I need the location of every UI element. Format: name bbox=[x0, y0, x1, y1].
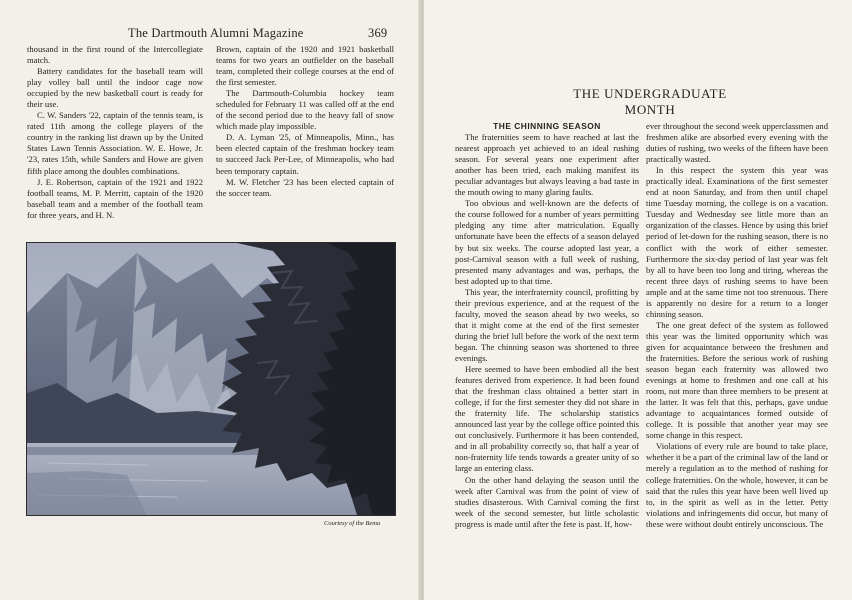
paragraph: Battery candidates for the baseball team will play volley ball until the indoor cage now occupied by the new basketball court is ready for their use. bbox=[27, 66, 203, 110]
photo-credit: Courtesy of the Bema bbox=[324, 520, 381, 527]
right-column-1 bbox=[455, 121, 639, 530]
left-column-1 bbox=[27, 44, 203, 221]
paragraph: The one great defect of the system as followed this year was the limited opportunity which was given for acquaintance between the freshmen and the fraternities. Before the serious work of rushing season began each fraternity was allowed two evenings at home to freshmen and one call at his room, not more than three members to be present at the latter. It was felt that this, perhaps, gave undue advantage to acquaintances formed outside of college. It is possible that another year may see some change in this respect. bbox=[646, 319, 828, 441]
left-page bbox=[0, 0, 420, 600]
paragraph: M. W. Fletcher '23 has been elected captain of the soccer team. bbox=[216, 176, 394, 198]
left-column-2 bbox=[216, 44, 394, 199]
right-page bbox=[424, 0, 852, 600]
paragraph: Too obvious and well-known are the defects of the course followed for a number of years permitting pledging any time after matriculation. Equally unfortunate have been the effects of a season delayed by but six weeks. The course adopted last year, a post-Carnival season with a full week of rushing, presented many advantages and was, perhaps, the best adopted up to that time. bbox=[455, 198, 639, 286]
paragraph: The fraternities seem to have reached at last the nearest approach yet achieved to an ideal rushing season. For several years one experiment after another has been tried, each making manifest its peculiar advantages but always leaving a bad taste in the mouth owing to many glaring faults. bbox=[455, 132, 639, 198]
paragraph: ever throughout the second week upperclassmen and freshmen alike are absorbed every evening with the duties of rushing, two weeks of the fifteen have been practically wasted. bbox=[646, 121, 828, 165]
paragraph: Violations of every rule are bound to take place, whether it be a part of the criminal law of the land or merely a regulation as to the method of rushing for college fraternities. On the whole, however, it can be said that the rules this year have been well lived up to, in the spirit as well as in the letter. Petty violations and infringements did occur, but many of these were without doubt entirely unconscious. The bbox=[646, 441, 828, 529]
mountain-lake-photo bbox=[26, 242, 396, 516]
right-column-2 bbox=[646, 121, 828, 530]
paragraph: Brown, captain of the 1920 and 1921 basketball teams for two years an outfielder on the baseball team, completed their college courses at the end of the first semester. bbox=[216, 44, 394, 88]
paragraph: C. W. Sanders '22, captain of the tennis team, is rated 11th among the college players of the country in the ranking list drawn up by the United States Lawn Tennis Association. W. E. Howe, Jr. '23, rates 15th, while Sanders and Howe are given fifth place among the doubles combinations. bbox=[27, 110, 203, 176]
running-title: The Dartmouth Alumni Magazine bbox=[128, 26, 304, 40]
paragraph: Here seemed to have been embodied all the best features derived from experience. It had been found that the freshman class obtained a better start in college, if for the first semester they did not share in the fraternity life. The scholarship statistics announced last year by the college office pointed this out conclusively. Furthermore it has been contended, and in all probability correctly so, that half a year of non-fraternity life tends towards a greater unity of so large an entering class. bbox=[455, 364, 639, 474]
paragraph: thousand in the first round of the Intercollegiate match. bbox=[27, 44, 203, 66]
article-subheading: THE CHINNING SEASON bbox=[493, 121, 601, 131]
section-title: THE UNDERGRADUATE MONTH bbox=[573, 86, 727, 117]
page-number: 369 bbox=[368, 26, 388, 40]
paragraph: D. A. Lyman '25, of Minneapolis, Minn., has been elected captain of the freshman hockey team to succeed Jack Per-Lee, of Minneapolis, who had been temporary captain. bbox=[216, 132, 394, 176]
paragraph: This year, the interfraternity council, profitting by their previous experience, and at the request of the faculty, moved the season ahead by two weeks, so that it might come at the end of the first semester during the brief lull before the work of the next term began. The chinning season was shortened to three evenings. bbox=[455, 286, 639, 363]
paragraph: J. E. Robertson, captain of the 1921 and 1922 football teams, M. P. Merritt, captain of the 1920 baseball team and a member of the football team for three years, and H. N. bbox=[27, 176, 203, 220]
paragraph: In this respect the system this year was practically ideal. Examinations of the first semester end at noon Saturday, and from then until chapel time Tuesday morning, the college is on a vacation. Tuesday and Wednesday see little more than an organization of the classes. Hence by using this brief period of let-down for the rushing season, there is no conflict with the work of either semester. Furthermore the six-day period of last year was felt by all to have been too long and tiring, whereas the recent three days of rushing seems to have been ample and at the same time not too strenuous. There is apparently no desire for a return to a longer chinning season. bbox=[646, 165, 828, 319]
paragraph: The Dartmouth-Columbia hockey team scheduled for February 11 was called off at the end of the second period due to the heavy fall of snow which made play impossible. bbox=[216, 88, 394, 132]
paragraph: On the other hand delaying the season until the week after Carnival was from the point of view of studies disasterous. With Carnival coming the first week of the second semester, but little scholastic progress is made until after the fete is past. If, how- bbox=[455, 474, 639, 529]
